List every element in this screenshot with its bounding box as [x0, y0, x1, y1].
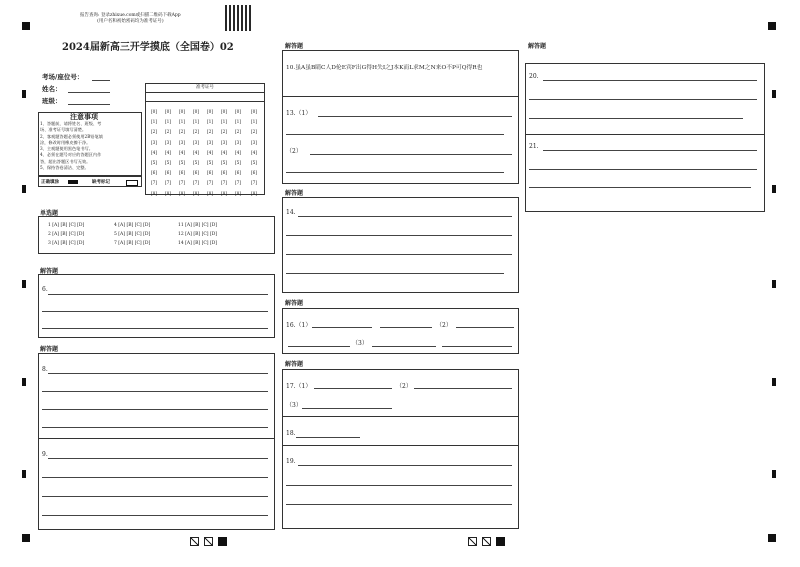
mc-section-label: 单选题	[40, 210, 59, 217]
exam-id-column[interactable]: [0] [1] [2] [3] [4] [5] [6] [7] [8]	[178, 110, 186, 197]
answer-line[interactable]	[286, 172, 504, 173]
answer-section-label: 解答题	[40, 346, 59, 353]
answer-line[interactable]	[302, 408, 392, 409]
answer-line[interactable]	[529, 187, 751, 188]
page-code-icon	[218, 537, 227, 546]
answer-section-label: 解答题	[285, 300, 304, 307]
mc-option[interactable]: 2 [A] [B] [C] [D]	[48, 232, 85, 237]
timing-mark	[772, 280, 776, 288]
exam-id-write-row[interactable]	[146, 93, 264, 102]
answer-line[interactable]	[380, 327, 432, 328]
q16-part3: （3）	[352, 340, 368, 347]
exam-id-column[interactable]: [0] [1] [2] [3] [4] [5] [6] [7] [8]	[234, 110, 242, 197]
answer-line[interactable]	[414, 388, 512, 389]
answer-line[interactable]	[314, 388, 392, 389]
q14-answer-box[interactable]	[282, 197, 519, 293]
answer-line[interactable]	[312, 327, 372, 328]
q16-part1: 16.（1）	[286, 322, 312, 329]
mc-option[interactable]: 1 [A] [B] [C] [D]	[48, 223, 85, 228]
answer-line[interactable]	[298, 465, 512, 466]
timing-mark	[772, 185, 776, 193]
q18-number: 18.	[286, 430, 296, 437]
answer-section-label: 解答题	[40, 268, 59, 275]
timing-mark	[772, 90, 776, 98]
answer-line[interactable]	[286, 485, 512, 486]
q21-answer-box[interactable]	[525, 134, 765, 212]
answer-line[interactable]	[42, 409, 268, 410]
notes-text: 1、答题前，请将姓名、班级、考 场、准考证号填写清楚。 2、客观题答题必须使用2B铅笔填 涂，修改时用橡皮擦干净。 3、主观题使用黑色笔书写。 4、必须在题号对应的答题区内作 答，超出答题区书写无效。 5、保持答卷清洁、完整。	[40, 121, 103, 171]
answer-line[interactable]	[456, 327, 514, 328]
exam-id-column[interactable]: [0] [1] [2] [3] [4] [5] [6] [7] [8]	[250, 110, 258, 197]
q10-answer-box[interactable]	[282, 50, 519, 97]
answer-line[interactable]	[529, 169, 757, 170]
answer-section-label: 解答题	[285, 190, 304, 197]
answer-section-label: 解答题	[285, 43, 304, 50]
timing-mark	[22, 378, 26, 386]
answer-line[interactable]	[48, 373, 268, 374]
answer-line[interactable]	[286, 273, 504, 274]
page-code-icon	[204, 537, 213, 546]
answer-line[interactable]	[42, 477, 268, 478]
q20-number: 20.	[529, 73, 539, 80]
answer-line[interactable]	[288, 346, 350, 347]
mc-option[interactable]: 11 [A] [B] [C] [D]	[178, 223, 218, 228]
report-notice: 报告查询: 登录zhixue.com或扫描二维码下载App (用户名和初始密码均为准考证号)	[80, 13, 181, 24]
page-code-icon	[496, 537, 505, 546]
q13-part1: 13.（1）	[286, 110, 312, 117]
answer-line[interactable]	[42, 328, 268, 329]
timing-mark	[772, 378, 776, 386]
page-code-icon	[468, 537, 477, 546]
answer-line[interactable]	[286, 254, 512, 255]
name-field[interactable]	[68, 92, 110, 93]
q16-part2: （2）	[436, 322, 452, 329]
q10-text: 10.虽A虽B睛C人D伦E宾F出G得H失I之J本K而L求M之N来O不P可Q得R也	[286, 65, 483, 71]
registration-mark	[22, 22, 30, 30]
seat-field[interactable]	[92, 80, 110, 81]
exam-id-label: 准考证号	[146, 84, 264, 93]
answer-line[interactable]	[318, 116, 512, 117]
exam-id-column[interactable]: [0] [1] [2] [3] [4] [5] [6] [7] [8]	[192, 110, 200, 197]
answer-line[interactable]	[296, 437, 360, 438]
answer-line[interactable]	[310, 154, 512, 155]
q13-part2: （2）	[286, 148, 302, 155]
answer-line[interactable]	[48, 294, 268, 295]
q18-answer-box[interactable]	[282, 416, 519, 446]
page-code-icon	[190, 537, 199, 546]
answer-line[interactable]	[529, 118, 743, 119]
q16-answer-box[interactable]	[282, 308, 519, 354]
class-field[interactable]	[68, 104, 110, 105]
timing-mark	[22, 280, 26, 288]
answer-line[interactable]	[42, 496, 268, 497]
mc-option[interactable]: 12 [A] [B] [C] [D]	[178, 232, 218, 237]
mc-option[interactable]: 5 [A] [B] [C] [D]	[114, 232, 151, 237]
q21-number: 21.	[529, 143, 539, 150]
registration-mark	[768, 534, 776, 542]
answer-section-label: 解答题	[285, 361, 304, 368]
exam-id-column[interactable]: [0] [1] [2] [3] [4] [5] [6] [7] [8]	[150, 110, 158, 197]
q13-answer-box[interactable]	[282, 96, 519, 184]
answer-line[interactable]	[543, 80, 757, 81]
mc-option[interactable]: 3 [A] [B] [C] [D]	[48, 241, 85, 246]
qr-code-icon	[225, 5, 251, 31]
answer-line[interactable]	[298, 216, 512, 217]
exam-id-grid[interactable]	[145, 83, 265, 195]
page-title: 2024届新高三开学摸底（全国卷）02	[62, 42, 234, 53]
timing-mark	[22, 470, 26, 478]
exam-id-column[interactable]: [0] [1] [2] [3] [4] [5] [6] [7] [8]	[164, 110, 172, 197]
registration-mark	[22, 534, 30, 542]
answer-line[interactable]	[529, 99, 757, 100]
missing-exam-label: 缺考标记	[92, 180, 110, 185]
class-label: 班级：	[42, 97, 62, 105]
page-code-icon	[482, 537, 491, 546]
timing-mark	[772, 470, 776, 478]
correct-fill-label: 正确填涂	[41, 180, 59, 185]
q17-part1: 17.（1）	[286, 383, 312, 390]
answer-line[interactable]	[543, 150, 757, 151]
registration-mark	[768, 22, 776, 30]
q14-number: 14.	[286, 209, 296, 216]
missing-exam-box[interactable]	[126, 180, 138, 186]
q6-number: 6.	[42, 286, 48, 293]
answer-line[interactable]	[42, 427, 268, 428]
seat-label: 考场/座位号：	[42, 73, 84, 81]
q17-part2: （2）	[396, 383, 412, 390]
q8-number: 8.	[42, 366, 48, 373]
q17-answer-box[interactable]	[282, 369, 519, 417]
q9-answer-box[interactable]	[38, 438, 275, 530]
answer-line[interactable]	[42, 515, 268, 516]
answer-line[interactable]	[42, 391, 268, 392]
answer-line[interactable]	[42, 311, 268, 312]
mc-option[interactable]: 4 [A] [B] [C] [D]	[114, 223, 151, 228]
q19-answer-box[interactable]	[282, 445, 519, 529]
answer-line[interactable]	[442, 346, 512, 347]
q9-number: 9.	[42, 451, 48, 458]
answer-line[interactable]	[286, 134, 504, 135]
q17-part3: （3）	[286, 402, 302, 409]
exam-id-column[interactable]: [0] [1] [2] [3] [4] [5] [6] [7] [8]	[220, 110, 228, 197]
answer-line[interactable]	[48, 458, 268, 459]
notes-title: 注意事项	[70, 112, 98, 121]
answer-line[interactable]	[372, 346, 436, 347]
timing-mark	[22, 90, 26, 98]
q19-number: 19.	[286, 458, 296, 465]
timing-mark	[22, 185, 26, 193]
answer-line[interactable]	[286, 235, 512, 236]
correct-fill-sample	[68, 180, 78, 184]
answer-section-label: 解答题	[528, 43, 547, 50]
name-label: 姓名：	[42, 85, 62, 93]
answer-line[interactable]	[286, 504, 512, 505]
exam-id-column[interactable]: [0] [1] [2] [3] [4] [5] [6] [7] [8]	[206, 110, 214, 197]
mc-option[interactable]: 7 [A] [B] [C] [D]	[114, 241, 151, 246]
mc-option[interactable]: 14 [A] [B] [C] [D]	[178, 241, 218, 246]
